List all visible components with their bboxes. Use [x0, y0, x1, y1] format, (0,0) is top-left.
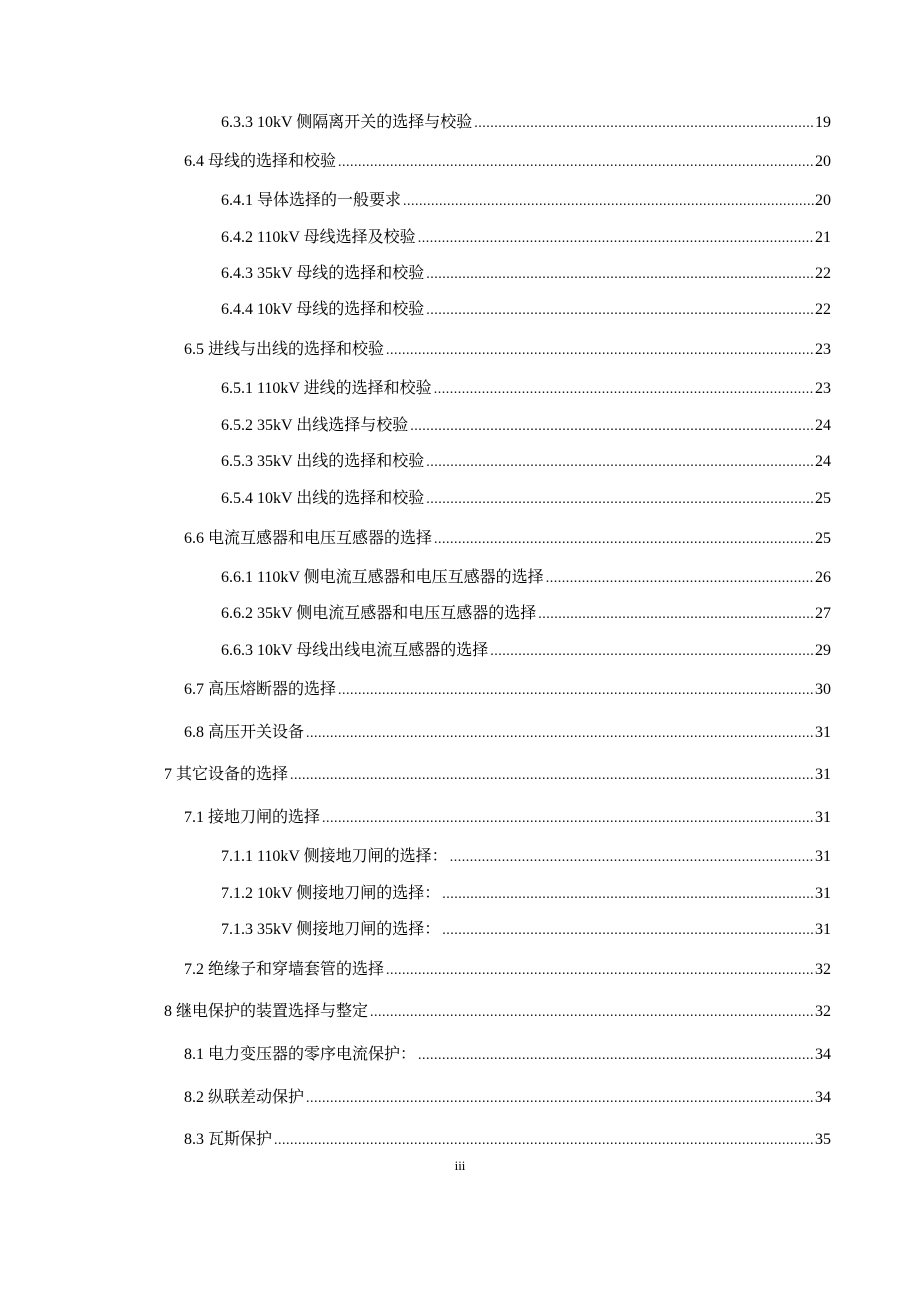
toc-entry[interactable]: [184, 722, 831, 744]
toc-entry-page: 31: [815, 724, 831, 741]
toc-entry-page: 22: [815, 265, 831, 282]
toc-leader-dots: [386, 960, 814, 982]
toc-entry-page: 24: [815, 417, 831, 434]
toc-entry[interactable]: [221, 190, 831, 212]
toc-leader-dots: [434, 529, 814, 551]
toc-entry-title: 8.1 电力变压器的零序电流保护：: [184, 1046, 417, 1063]
toc-entry-page: 23: [815, 341, 831, 358]
toc-entry[interactable]: [221, 488, 831, 510]
toc-entry-page: 26: [815, 569, 831, 586]
toc-entry-title: 6.5.3 35kV 出线的选择和校验: [221, 453, 425, 470]
toc-entry-title: 6.5 进线与出线的选择和校验: [184, 341, 385, 358]
toc-entry-title: 7.2 绝缘子和穿墙套管的选择: [184, 961, 385, 978]
toc-entry-title: 7.1.3 35kV 侧接地刀闸的选择：: [221, 921, 441, 938]
toc-leader-dots: [490, 641, 814, 663]
toc-entry-title: 6.4.3 35kV 母线的选择和校验: [221, 265, 425, 282]
toc-entry-page: 31: [815, 809, 831, 826]
toc-entry-title: 6.5.4 10kV 出线的选择和校验: [221, 490, 425, 507]
toc-leader-dots: [322, 808, 814, 830]
toc-entry-title: 6.5.2 35kV 出线选择与校验: [221, 417, 409, 434]
toc-entry-page: 34: [815, 1046, 831, 1063]
toc-entry-title: 6.6.2 35kV 侧电流互感器和电压互感器的选择: [221, 605, 537, 622]
toc-leader-dots: [370, 1002, 814, 1024]
toc-leader-dots: [338, 152, 814, 174]
toc-leader-dots: [306, 1088, 814, 1110]
toc-entry-title: 7.1.1 110kV 侧接地刀闸的选择：: [221, 848, 448, 865]
toc-entry[interactable]: [221, 846, 831, 868]
toc-entry-page: 32: [815, 1003, 831, 1020]
toc-leader-dots: [410, 416, 814, 438]
toc-entry-title: 6.6 电流互感器和电压互感器的选择: [184, 530, 433, 547]
toc-entry[interactable]: [221, 640, 831, 662]
toc-entry-title: 7 其它设备的选择: [164, 766, 289, 783]
toc-entry-title: 7.1.2 10kV 侧接地刀闸的选择：: [221, 885, 441, 902]
toc-entry-title: 6.8 高压开关设备: [184, 724, 305, 741]
toc-entry-page: 20: [815, 153, 831, 170]
toc-entry-page: 25: [815, 530, 831, 547]
toc-entry-page: 29: [815, 642, 831, 659]
toc-entry-title: 8.3 瓦斯保护: [184, 1131, 273, 1148]
toc-leader-dots: [442, 884, 814, 906]
toc-entry-title: 6.3.3 10kV 侧隔离开关的选择与校验: [221, 114, 473, 131]
toc-entry-page: 31: [815, 921, 831, 938]
toc-leader-dots: [546, 568, 814, 590]
toc-entry-page: 27: [815, 605, 831, 622]
toc-entry[interactable]: [221, 263, 831, 285]
toc-entry-page: 35: [815, 1131, 831, 1148]
toc-entry[interactable]: [221, 227, 831, 249]
toc-entry[interactable]: [221, 378, 831, 400]
toc-leader-dots: [290, 765, 814, 787]
toc-entry-page: 30: [815, 681, 831, 698]
toc-leader-dots: [442, 920, 814, 942]
toc-leader-dots: [306, 723, 814, 745]
toc-leader-dots: [418, 1045, 814, 1067]
toc-entry-page: 31: [815, 848, 831, 865]
toc-leader-dots: [434, 379, 814, 401]
toc-entry[interactable]: [164, 764, 831, 786]
toc-entry[interactable]: [221, 603, 831, 625]
toc-entry[interactable]: [221, 299, 831, 321]
toc-entry-title: 6.4.2 110kV 母线选择及校验: [221, 229, 416, 246]
toc-entry-page: 31: [815, 885, 831, 902]
toc-leader-dots: [386, 340, 814, 362]
toc-entry-title: 6.6.1 110kV 侧电流互感器和电压互感器的选择: [221, 569, 544, 586]
toc-entry[interactable]: [184, 151, 831, 173]
toc-leader-dots: [426, 264, 814, 286]
toc-entry-page: 23: [815, 380, 831, 397]
toc-entry-page: 21: [815, 229, 831, 246]
toc-entry-title: 6.4.1 导体选择的一般要求: [221, 192, 402, 209]
toc-entry-title: 6.4.4 10kV 母线的选择和校验: [221, 301, 425, 318]
toc-entry-title: 6.4 母线的选择和校验: [184, 153, 337, 170]
toc-leader-dots: [426, 300, 814, 322]
toc-entry[interactable]: [184, 959, 831, 981]
toc-leader-dots: [538, 604, 814, 626]
toc-entry-page: 20: [815, 192, 831, 209]
toc-leader-dots: [418, 228, 814, 250]
toc-leader-dots: [450, 847, 814, 869]
toc-entry[interactable]: [221, 919, 831, 941]
toc-entry[interactable]: [184, 1087, 831, 1109]
toc-entry[interactable]: [221, 112, 831, 134]
toc-entry-title: 6.7 高压熔断器的选择: [184, 681, 337, 698]
toc-entry[interactable]: [221, 567, 831, 589]
toc-entry-page: 19: [815, 114, 831, 131]
toc-entry[interactable]: [184, 528, 831, 550]
toc-leader-dots: [426, 489, 814, 511]
toc-entry[interactable]: [184, 679, 831, 701]
toc-entry[interactable]: [184, 1129, 831, 1151]
toc-entry-page: 24: [815, 453, 831, 470]
toc-entry[interactable]: [184, 807, 831, 829]
toc-entry[interactable]: [164, 1001, 831, 1023]
toc-entry[interactable]: [184, 339, 831, 361]
toc-entry-title: 8.2 纵联差动保护: [184, 1089, 305, 1106]
toc-leader-dots: [426, 452, 814, 474]
toc-entry[interactable]: [221, 451, 831, 473]
toc-leader-dots: [403, 191, 814, 213]
toc-entry-page: 34: [815, 1089, 831, 1106]
toc-entry-page: 22: [815, 301, 831, 318]
toc-entry-title: 6.5.1 110kV 进线的选择和校验: [221, 380, 432, 397]
toc-entry-page: 32: [815, 961, 831, 978]
toc-entry-page: 31: [815, 766, 831, 783]
toc-leader-dots: [338, 680, 814, 702]
toc-entry-title: 7.1 接地刀闸的选择: [184, 809, 321, 826]
toc-entry-page: 25: [815, 490, 831, 507]
toc-entry[interactable]: [221, 415, 831, 437]
toc-entry[interactable]: [221, 883, 831, 905]
toc-entry-title: 6.6.3 10kV 母线出线电流互感器的选择: [221, 642, 489, 659]
toc-entry-title: 8 继电保护的装置选择与整定: [164, 1003, 369, 1020]
toc-leader-dots: [474, 113, 814, 135]
toc-entry[interactable]: [184, 1044, 831, 1066]
toc-leader-dots: [274, 1130, 814, 1152]
page-number: iii: [454, 1158, 466, 1173]
